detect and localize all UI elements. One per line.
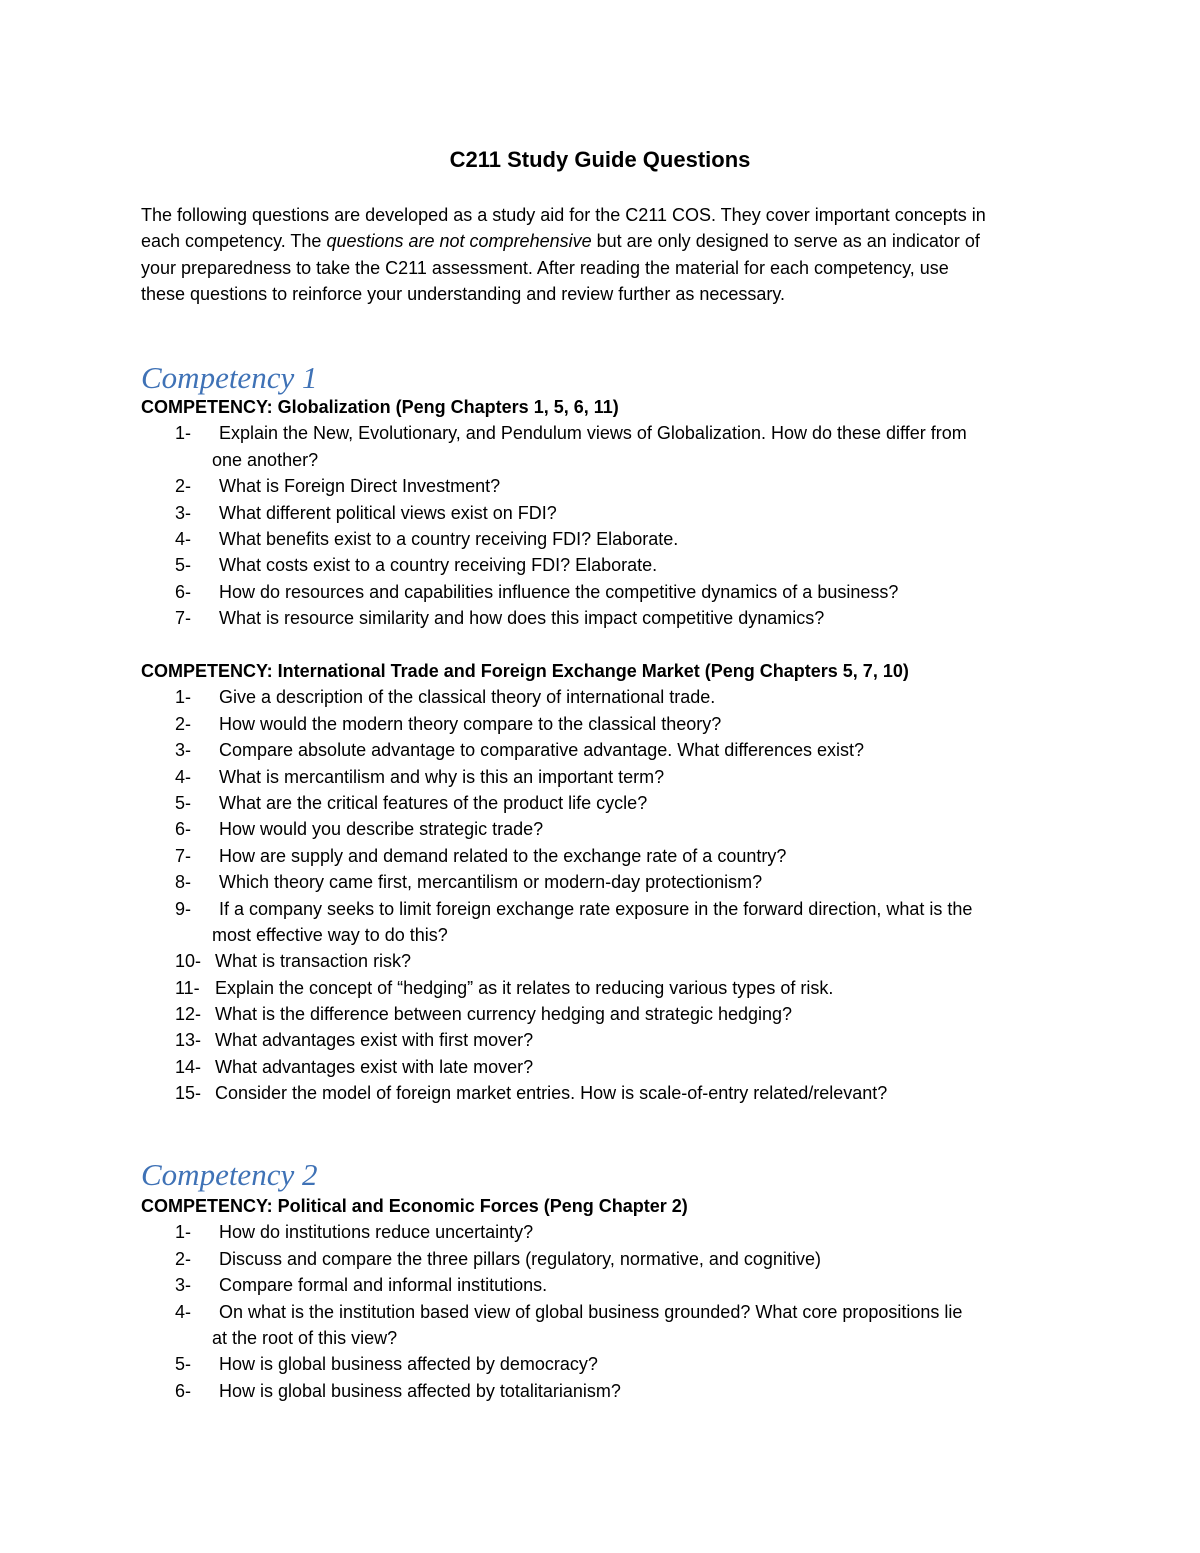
question-item (141, 869, 1101, 895)
question-item (141, 1080, 1101, 1106)
intro-text: but are only designed to serve as an indicator of (591, 231, 980, 252)
question-item (141, 1054, 1101, 1080)
question-item (141, 1378, 1101, 1404)
intro-text: each competency. The (141, 231, 327, 252)
question-text-continued: at the root of this view? (212, 1327, 398, 1348)
question-text: What are the critical features of the product life cycle? (219, 792, 648, 813)
intro-emphasis: questions are not comprehensive (326, 231, 592, 252)
question-text: How do institutions reduce uncertainty? (219, 1222, 534, 1243)
intro-line: these questions to reinforce your understanding and review further as necessary. (141, 284, 786, 305)
question-text: Compare formal and informal institutions. (219, 1275, 548, 1296)
question-text: Explain the New, Evolutionary, and Pendulum views of Globalization. How do these differ from (219, 423, 967, 444)
competency-section (141, 1193, 1101, 1404)
question-text: How would the modern theory compare to the classical theory? (219, 713, 722, 734)
question-item (141, 473, 1101, 499)
question-number: 10- (175, 951, 202, 972)
question-text: How do resources and capabilities influence the competitive dynamics of a business? (219, 581, 899, 602)
question-item (141, 843, 1101, 869)
question-item (141, 896, 1101, 949)
question-number: 7- (175, 608, 192, 629)
question-number: 4- (175, 766, 192, 787)
question-item (141, 1219, 1101, 1245)
competency-heading: Competency 1 (141, 360, 318, 395)
question-number: 2- (175, 476, 192, 497)
question-number: 3- (175, 1275, 192, 1296)
question-item (141, 816, 1101, 842)
question-item (141, 1299, 1101, 1352)
question-item (141, 684, 1101, 710)
question-text: What benefits exist to a country receiving FDI? Elaborate. (219, 528, 679, 549)
question-number: 13- (175, 1030, 202, 1051)
question-item (141, 764, 1101, 790)
question-text: What is resource similarity and how does this impact competitive dynamics? (219, 608, 825, 629)
question-text: Consider the model of foreign market entries. How is scale-of-entry related/relevant? (215, 1083, 888, 1104)
question-text: How would you describe strategic trade? (219, 819, 544, 840)
question-text: On what is the institution based view of global business grounded? What core propositions lie (219, 1301, 963, 1322)
question-text: Compare absolute advantage to comparative advantage. What differences exist? (219, 740, 865, 761)
question-text: If a company seeks to limit foreign exchange rate exposure in the forward direction, what is the (219, 898, 973, 919)
question-number: 5- (175, 555, 192, 576)
question-text: Give a description of the classical theory of international trade. (219, 687, 716, 708)
question-number: 2- (175, 1248, 192, 1269)
question-number: 8- (175, 872, 192, 893)
question-text: What costs exist to a country receiving FDI? Elaborate. (219, 555, 658, 576)
question-number: 3- (175, 502, 192, 523)
question-item (141, 1001, 1101, 1027)
document-title: C211 Study Guide Questions (449, 147, 751, 172)
question-number: 5- (175, 1354, 192, 1375)
question-item (141, 1246, 1101, 1272)
intro-line (141, 228, 1071, 254)
question-text: What is Foreign Direct Investment? (219, 476, 501, 497)
question-number: 6- (175, 1380, 192, 1401)
question-item (141, 1272, 1101, 1298)
question-item (141, 420, 1101, 473)
question-text: Discuss and compare the three pillars (regulatory, normative, and cognitive) (219, 1248, 821, 1269)
question-item (141, 526, 1101, 552)
question-item (141, 948, 1101, 974)
intro-line: your preparedness to take the C211 assessment. After reading the material for each competency, use (141, 257, 949, 278)
question-number: 5- (175, 792, 192, 813)
question-number: 9- (175, 898, 192, 919)
question-text-continued: one another? (212, 449, 319, 470)
question-number: 15- (175, 1083, 202, 1104)
competency-section (141, 658, 1101, 1107)
question-text: What different political views exist on FDI? (219, 502, 557, 523)
question-item (141, 1351, 1101, 1377)
question-text: Which theory came first, mercantilism or modern-day protectionism? (219, 872, 763, 893)
question-number: 1- (175, 687, 192, 708)
section-title: COMPETENCY: Globalization (Peng Chapters 1, 5, 6, 11) (141, 397, 619, 417)
question-text: How is global business affected by totalitarianism? (219, 1380, 621, 1401)
question-text: What is mercantilism and why is this an important term? (219, 766, 665, 787)
question-text: How are supply and demand related to the exchange rate of a country? (219, 845, 787, 866)
question-number: 7- (175, 845, 192, 866)
question-item (141, 711, 1101, 737)
question-number: 1- (175, 423, 192, 444)
question-text: What is transaction risk? (215, 951, 412, 972)
question-number: 6- (175, 819, 192, 840)
question-number: 11- (175, 977, 200, 998)
question-text: How is global business affected by democracy? (219, 1354, 598, 1375)
competency-heading: Competency 2 (141, 1157, 318, 1192)
question-item (141, 975, 1101, 1001)
question-text-continued: most effective way to do this? (212, 924, 448, 945)
question-item (141, 579, 1101, 605)
question-item (141, 1027, 1101, 1053)
question-item (141, 552, 1101, 578)
question-item (141, 737, 1101, 763)
question-text: Explain the concept of “hedging” as it relates to reducing various types of risk. (215, 977, 834, 998)
question-text: What advantages exist with first mover? (215, 1030, 534, 1051)
question-item (141, 790, 1101, 816)
question-text: What advantages exist with late mover? (215, 1056, 534, 1077)
question-number: 4- (175, 1301, 192, 1322)
question-text: What is the difference between currency hedging and strategic hedging? (215, 1004, 793, 1025)
intro-line: The following questions are developed as a study aid for the C211 COS. They cover important concepts in (141, 205, 986, 225)
section-title: COMPETENCY: Political and Economic Forces (Peng Chapter 2) (141, 1196, 688, 1216)
question-number: 14- (175, 1056, 202, 1077)
intro-paragraph (141, 202, 1071, 308)
question-number: 1- (175, 1222, 192, 1243)
question-number: 6- (175, 581, 192, 602)
question-number: 2- (175, 713, 192, 734)
competency-section (141, 394, 1101, 632)
question-item (141, 500, 1101, 526)
question-item (141, 605, 1101, 631)
question-number: 4- (175, 528, 192, 549)
question-number: 3- (175, 740, 192, 761)
question-number: 12- (175, 1004, 202, 1025)
section-title: COMPETENCY: International Trade and Foreign Exchange Market (Peng Chapters 5, 7, 10) (141, 661, 909, 681)
